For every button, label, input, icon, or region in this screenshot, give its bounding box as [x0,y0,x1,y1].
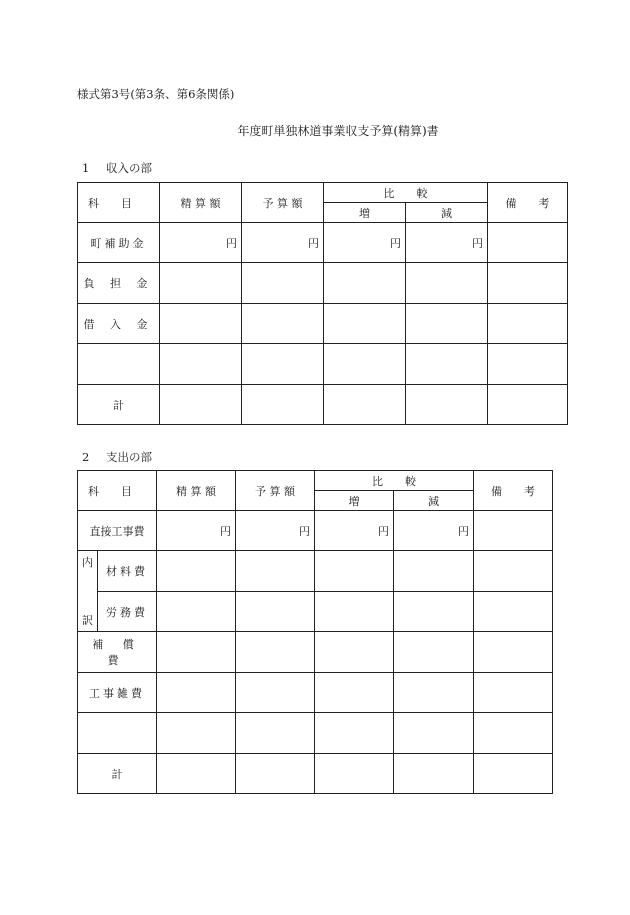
empty-cell [474,592,553,632]
yen-unit: 円 [324,223,406,263]
header-increase: 増 [324,203,406,223]
empty-cell [394,592,474,632]
row-label: 町補助金 [78,223,160,263]
empty-cell [236,592,315,632]
empty-cell [406,385,488,425]
header-settled: 精 算 額 [157,471,236,511]
empty-cell [488,223,568,263]
empty-cell [474,713,553,754]
table-row [78,344,568,385]
row-label: 材料費 [98,551,157,592]
empty-cell [242,385,324,425]
income-section-heading [82,160,152,176]
empty-cell [406,344,488,385]
yen-unit: 円 [236,511,315,551]
empty-cell [324,385,406,425]
empty-cell [78,344,160,385]
empty-cell [315,713,394,754]
empty-cell [157,551,236,592]
income-section-number: 1 [82,161,90,175]
empty-cell [324,344,406,385]
table-row [78,632,553,673]
empty-cell [236,673,315,713]
empty-cell [78,713,157,754]
breakdown-cell [78,551,98,632]
empty-cell [394,673,474,713]
empty-cell [474,632,553,673]
empty-cell [242,263,324,304]
empty-cell [474,551,553,592]
yen-unit: 円 [160,223,242,263]
yen-unit: 円 [394,511,474,551]
empty-cell [236,551,315,592]
header-budget: 予 算 額 [236,471,315,511]
empty-cell [236,713,315,754]
empty-cell [324,304,406,344]
empty-cell [242,304,324,344]
income-section-label: 収入の部 [106,161,152,175]
table-row [78,385,568,425]
table-row [78,304,568,344]
empty-cell [160,304,242,344]
header-budget: 予 算 額 [242,183,324,223]
empty-cell [315,754,394,794]
empty-cell [157,673,236,713]
header-remarks: 備 考 [488,183,568,223]
table-row [78,551,553,592]
empty-cell [315,673,394,713]
empty-cell [474,511,553,551]
empty-cell [157,754,236,794]
empty-cell [157,632,236,673]
table-row [78,754,553,794]
empty-cell [315,551,394,592]
empty-cell [394,551,474,592]
table-row [78,673,553,713]
row-label: 借 入 金 [78,304,160,344]
breakdown-char-1: 内 [82,556,93,569]
row-label: 補 償 費 [78,632,157,673]
header-item [78,471,157,511]
header-item-label: 科 目 [88,196,132,210]
total-label: 計 [78,754,157,794]
empty-cell [488,263,568,304]
header-decrease: 減 [394,491,474,511]
empty-cell [324,263,406,304]
empty-cell [394,632,474,673]
empty-cell [406,304,488,344]
empty-cell [488,385,568,425]
table-row [78,263,568,304]
yen-unit: 円 [157,511,236,551]
expense-section-number: 2 [82,450,90,464]
row-label: 労務費 [98,592,157,632]
empty-cell [474,754,553,794]
total-label: 計 [78,385,160,425]
empty-cell [394,754,474,794]
header-comparison: 比 較 [315,471,474,491]
table-row [78,592,553,632]
empty-cell [160,344,242,385]
breakdown-char-2: 訳 [82,614,93,627]
empty-cell [236,754,315,794]
empty-cell [157,592,236,632]
header-remarks: 備 考 [474,471,553,511]
table-row [78,223,568,263]
empty-cell [474,673,553,713]
empty-cell [315,592,394,632]
header-item-label: 科 目 [88,484,132,498]
yen-unit: 円 [406,223,488,263]
empty-cell [488,344,568,385]
yen-unit: 円 [315,511,394,551]
document-title: 年度町単独林道事業収支予算(精算)書 [237,124,439,138]
empty-cell [488,304,568,344]
breakdown-stack [78,554,97,628]
header-increase: 増 [315,491,394,511]
empty-cell [394,713,474,754]
row-label: 工事雑費 [78,673,157,713]
empty-cell [315,632,394,673]
income-table [77,182,568,425]
header-item [78,183,160,223]
header-comparison: 比 較 [324,183,488,203]
expense-table [77,470,553,794]
table-row [78,713,553,754]
form-number: 様式第3号(第3条、第6条関係) [77,87,235,101]
header-decrease: 減 [406,203,488,223]
table-row [78,511,553,551]
empty-cell [406,263,488,304]
empty-cell [236,632,315,673]
empty-cell [160,263,242,304]
yen-unit: 円 [242,223,324,263]
row-label: 直接工事費 [78,511,157,551]
row-label: 負 担 金 [78,263,160,304]
empty-cell [160,385,242,425]
expense-section-label: 支出の部 [106,450,152,464]
header-settled: 精 算 額 [160,183,242,223]
expense-section-heading [82,449,152,465]
empty-cell [157,713,236,754]
empty-cell [242,344,324,385]
